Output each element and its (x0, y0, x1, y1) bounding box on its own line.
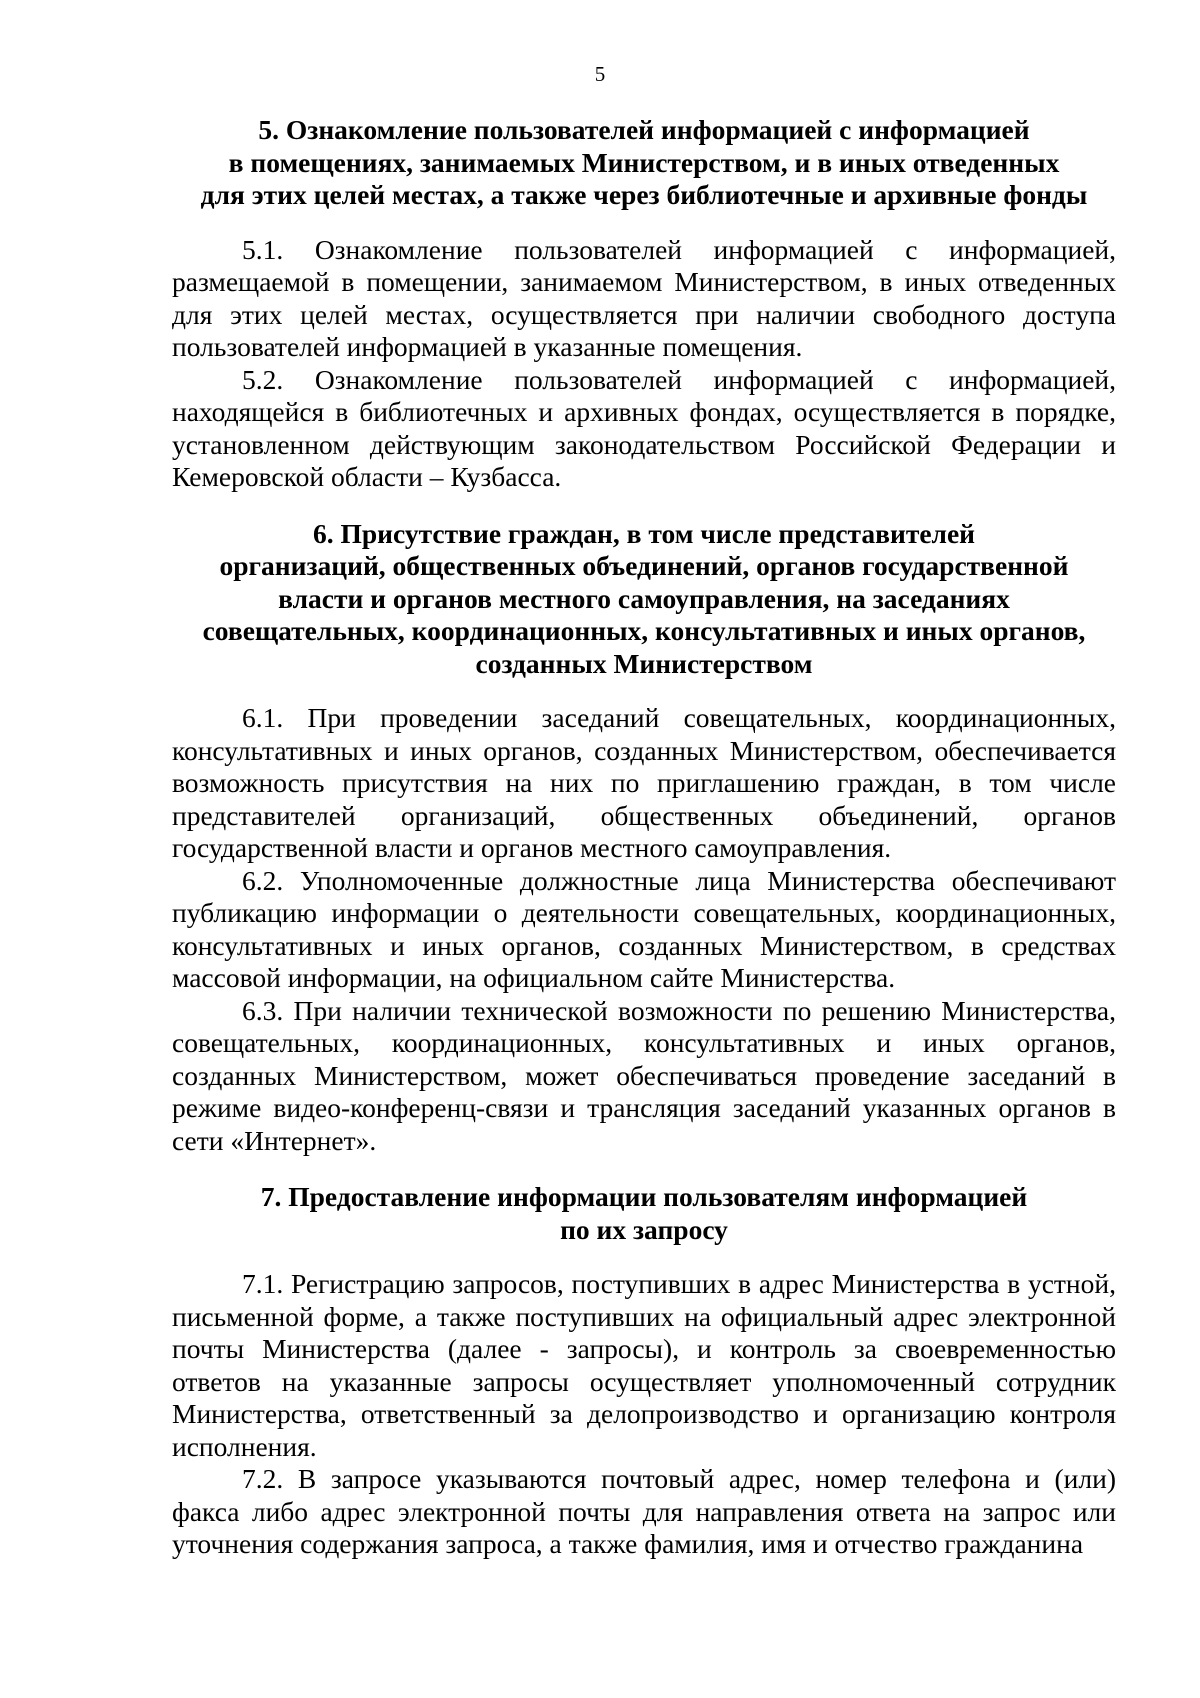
heading-line: совещательных, координационных, консультативных и иных органов, (202, 615, 1086, 646)
paragraph-5-2: 5.2. Ознакомление пользователей информацией с информацией, находящейся в библиотечных и архивных фондах, осуществляется в порядке, установленном действующим законодательством Российской Федерации и Кемеровской области – Кузбасса. (172, 363, 1116, 492)
heading-line: 7. Предоставление информации пользователям информацией (260, 1181, 1028, 1212)
paragraph-6-3: 6.3. При наличии технической возможности по решению Министерства, совещательных, координационных, консультативных и иных органов, созданных Министерством, может обеспечиваться проведение заседаний в режиме видео-конференц-связи и трансляция заседаний указанных органов в сети «Интернет». (172, 994, 1116, 1156)
section-heading (172, 1181, 1116, 1246)
page-number: 5 (594, 62, 606, 86)
document-body (172, 114, 1116, 1561)
section-5 (172, 114, 1116, 494)
section-6 (172, 518, 1116, 1158)
heading-line: власти и органов местного самоуправления, на заседаниях (278, 582, 1010, 614)
heading-line: 5. Ознакомление пользователей информацией с информацией (258, 114, 1030, 145)
section-heading (172, 518, 1116, 681)
heading-line: организаций, общественных объединений, органов государственной (219, 550, 1069, 581)
heading-line: для этих целей местах, а также через библиотечные и архивные фонды (200, 179, 1088, 210)
heading-line: по их запросу (560, 1213, 728, 1245)
heading-line: 6. Присутствие граждан, в том числе представителей (312, 517, 976, 549)
paragraph-6-2: 6.2. Уполномоченные должностные лица Министерства обеспечивают публикацию информации о деятельности совещательных, координационных, консультативных и иных органов, созданных Министерством, в средствах массовой информации, на официальном сайте Министерства. (172, 864, 1116, 993)
paragraph-7-2: 7.2. В запросе указываются почтовый адрес, номер телефона и (или) факса либо адрес электронной почты для направления ответа на запрос или уточнения содержания запроса, а также фамилия, имя и отчество гражданина (172, 1463, 1116, 1559)
paragraph-5-1: 5.1. Ознакомление пользователей информацией с информацией, размещаемой в помещении, занимаемом Министерством, в иных отведенных для этих целей местах, осуществляется при наличии свободного доступа пользователей информацией в указанные помещения. (172, 233, 1116, 362)
heading-line: в помещениях, занимаемых Министерством, и в иных отведенных (228, 146, 1060, 178)
heading-line: созданных Министерством (475, 647, 813, 679)
section-7 (172, 1181, 1116, 1561)
paragraph-6-1: 6.1. При проведении заседаний совещательных, координационных, консультативных и иных органов, созданных Министерством, обеспечивается возможность присутствия на них по приглашению граждан, в том числе представителей организаций, общественных объединений, органов государственной власти и органов местного самоуправления. (172, 702, 1116, 863)
paragraph-7-1: 7.1. Регистрацию запросов, поступивших в адрес Министерства в устной, письменной форме, а также поступивших на официальный адрес электронной почты Министерства (далее - запросы), и контроль за своевременностью ответов на указанные запросы осуществляет уполномоченный сотрудник Министерства, ответственный за делопроизводство и организацию контроля исполнения. (172, 1268, 1116, 1462)
section-heading (172, 114, 1116, 212)
